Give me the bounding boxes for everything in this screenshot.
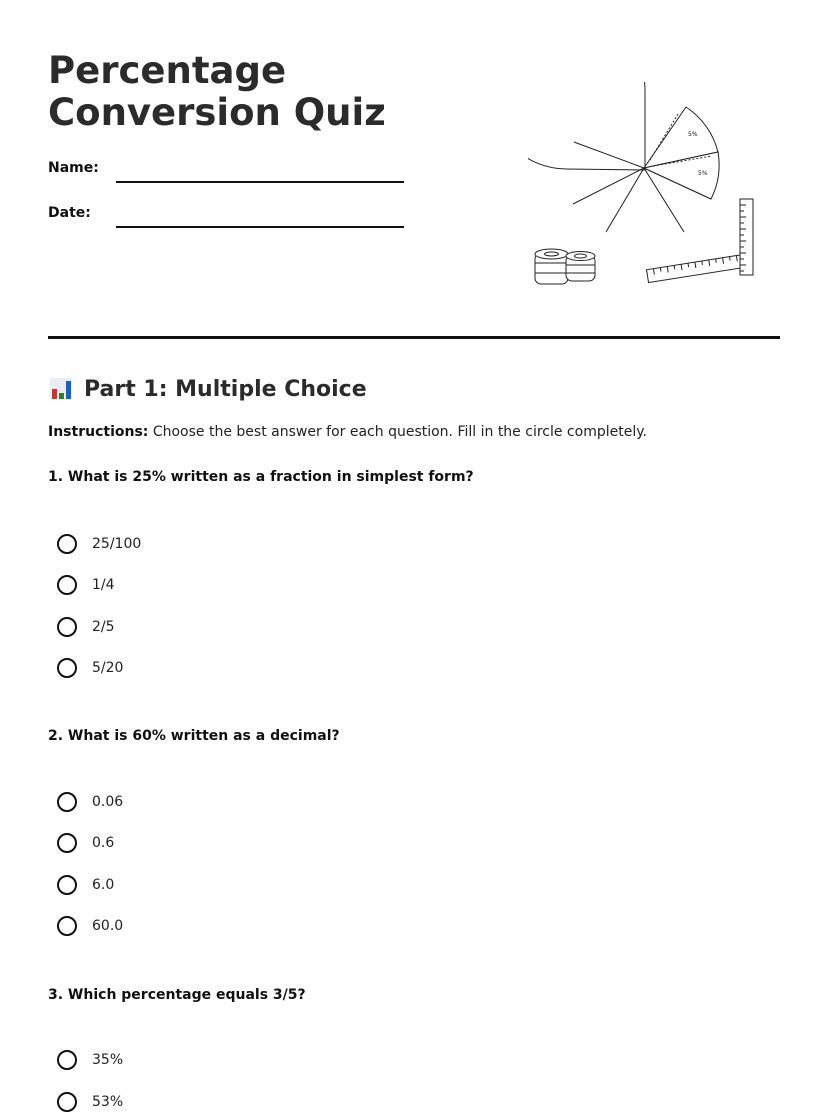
date-label: Date:	[48, 205, 91, 221]
bar-chart-icon	[48, 376, 74, 402]
option-q2-d[interactable]	[57, 913, 123, 939]
answer-bubble[interactable]	[57, 658, 77, 678]
answer-bubble[interactable]	[57, 916, 77, 936]
question-2: 2. What is 60% written as a decimal?	[48, 728, 340, 744]
option-label: 5/20	[92, 660, 124, 676]
answer-bubble[interactable]	[57, 875, 77, 895]
question-1: 1. What is 25% written as a fraction in simplest form?	[48, 469, 474, 485]
name-label: Name:	[48, 160, 99, 176]
option-q1-a[interactable]	[57, 531, 141, 557]
instructions-text: Choose the best answer for each question. Fill in the circle completely.	[148, 424, 647, 440]
option-q1-c[interactable]	[57, 614, 115, 640]
pie-chart-icon	[528, 82, 719, 232]
option-q2-a[interactable]	[57, 789, 123, 815]
math-tools-illustration	[528, 82, 762, 292]
answer-bubble[interactable]	[57, 534, 77, 554]
answer-bubble[interactable]	[57, 1092, 77, 1112]
answer-bubble[interactable]	[57, 833, 77, 853]
coins-icon	[535, 249, 595, 284]
part1-header	[48, 373, 367, 405]
pie-label-1: 5%	[688, 131, 698, 138]
ruler-icon	[647, 199, 753, 283]
option-label: 2/5	[92, 619, 115, 635]
option-label: 1/4	[92, 577, 115, 593]
answer-bubble[interactable]	[57, 617, 77, 637]
option-q2-c[interactable]	[57, 872, 114, 898]
part1-title: Part 1: Multiple Choice	[84, 376, 367, 402]
pie-label-2: 5%	[698, 170, 708, 177]
name-line[interactable]	[116, 181, 404, 183]
option-label: 53%	[92, 1094, 124, 1110]
question-3: 3. Which percentage equals 3/5?	[48, 987, 306, 1003]
option-label: 60.0	[92, 918, 124, 934]
option-q1-d[interactable]	[57, 655, 123, 681]
instructions-label: Instructions:	[48, 424, 149, 440]
option-label: 6.0	[92, 877, 115, 893]
option-q3-b[interactable]	[57, 1089, 123, 1115]
option-q3-a[interactable]	[57, 1047, 123, 1073]
option-label: 0.06	[92, 794, 124, 810]
quiz-title: Percentage Conversion Quiz	[48, 49, 386, 134]
section-divider	[48, 336, 780, 339]
option-label: 0.6	[92, 835, 115, 851]
answer-bubble[interactable]	[57, 1050, 77, 1070]
option-label: 35%	[92, 1052, 124, 1068]
answer-bubble[interactable]	[57, 792, 77, 812]
answer-bubble[interactable]	[57, 575, 77, 595]
option-q2-b[interactable]	[57, 830, 114, 856]
option-q1-b[interactable]	[57, 572, 115, 598]
option-label: 25/100	[92, 536, 142, 552]
instructions	[48, 424, 647, 440]
date-line[interactable]	[116, 226, 404, 228]
